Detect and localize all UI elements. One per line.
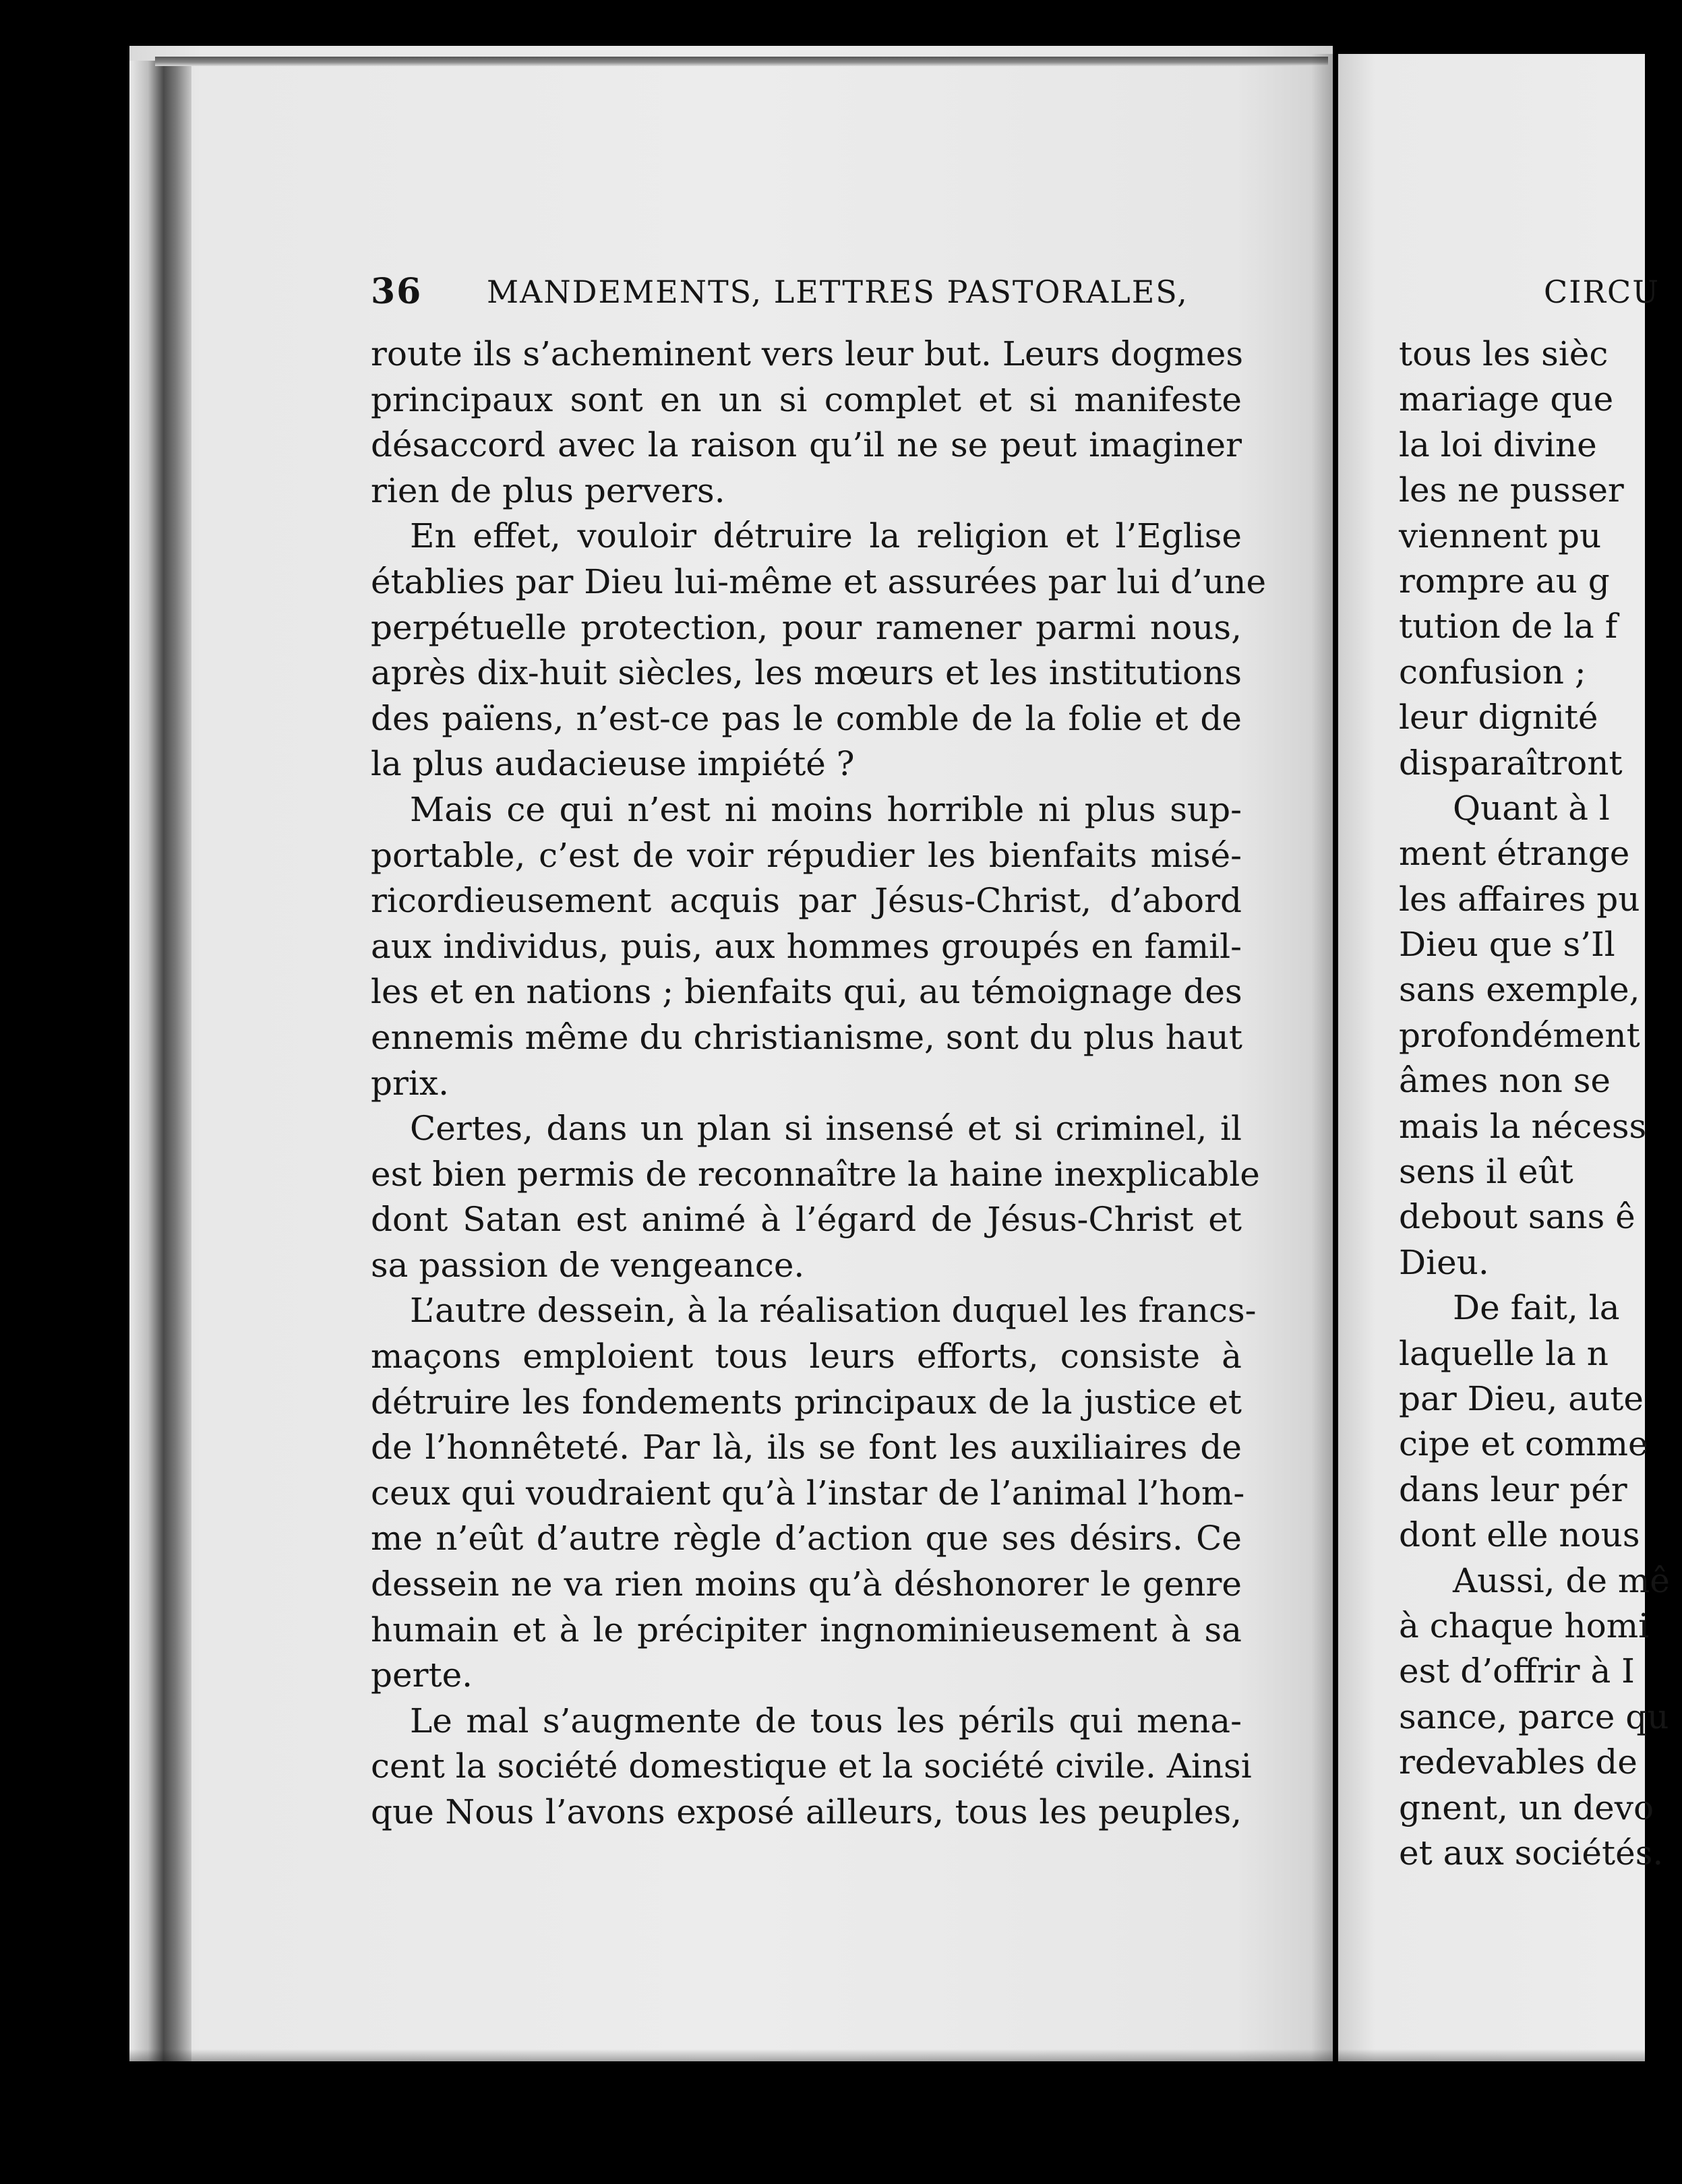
text-line: des païens, n’est-ce pas le comble de la folie et de (371, 698, 1242, 738)
text-line: tution de la f (1399, 607, 1618, 646)
text-line: mais la nécess (1399, 1106, 1647, 1146)
text-line: et aux sociétés. (1399, 1833, 1664, 1873)
text-line: ceux qui voudraient qu’à l’instar de l’animal l’hom- (371, 1473, 1245, 1513)
text-line: leur dignité (1399, 698, 1598, 737)
text-line: sa passion de vengeance. (371, 1245, 805, 1285)
text-line: sens il eût (1399, 1152, 1573, 1192)
left-page-body (371, 332, 1267, 1836)
text-line: dessein ne va rien moins qu’à déshonorer le genre (371, 1565, 1242, 1604)
text-line: prix. (371, 1063, 449, 1103)
text-line: Mais ce qui n’est ni moins horrible ni plus sup- (410, 789, 1242, 829)
text-line: route ils s’acheminent vers leur but. Leurs dogmes (371, 334, 1244, 373)
text-line: cipe et comme (1399, 1424, 1648, 1464)
text-line: dans leur pér (1399, 1469, 1627, 1509)
text-line: les ne pusser (1399, 471, 1624, 510)
left-running-head (371, 268, 1247, 315)
text-line: principaux sont en un si complet et si manifeste (371, 380, 1242, 419)
text-line: est d’offrir à I (1399, 1651, 1635, 1691)
text-line: De fait, la (1453, 1288, 1620, 1328)
bottom-shadow (129, 2049, 1645, 2069)
text-line: confusion ; (1399, 652, 1586, 692)
text-line: disparaîtront (1399, 743, 1623, 783)
text-line: Dieu. (1399, 1242, 1489, 1282)
text-line: à chaque homi (1399, 1606, 1650, 1645)
text-line: aux individus, puis, aux hommes groupés en famil- (371, 926, 1242, 966)
text-line: En effet, vouloir détruire la religion et l’Eglise (410, 516, 1242, 556)
right-running-head: CIRCU (1544, 274, 1660, 310)
text-line: la loi divine (1399, 425, 1597, 464)
text-line: ment étrange (1399, 834, 1630, 874)
text-line: ennemis même du christianisme, sont du plus haut (371, 1017, 1242, 1057)
text-line: humain et à le précipiter ingnominieusement à sa (371, 1610, 1242, 1649)
text-line: Le mal s’augmente de tous les périls qui mena- (410, 1701, 1242, 1740)
text-line: dont elle nous (1399, 1515, 1640, 1555)
text-line: viennent pu (1399, 516, 1602, 555)
text-line: sans exemple, (1399, 970, 1640, 1010)
text-line: cent la société domestique et la société civile. Ainsi (371, 1747, 1252, 1786)
text-line: après dix-huit siècles, les mœurs et les institutions (371, 653, 1242, 693)
text-line: L’autre dessein, à la réalisation duquel les francs- (410, 1291, 1257, 1331)
text-line: rien de plus pervers. (371, 471, 725, 510)
text-line: les et en nations ; bienfaits qui, au témoignage des (371, 972, 1242, 1012)
text-line: de l’honnêteté. Par là, ils se font les auxiliaires de (371, 1428, 1242, 1467)
text-line: détruire les fondements principaux de la justice et (371, 1382, 1242, 1422)
text-line: que Nous l’avons exposé ailleurs, tous les peuples, (371, 1792, 1242, 1831)
text-line: est bien permis de reconnaître la haine inexplicable (371, 1154, 1260, 1194)
text-line: tous les sièc (1399, 334, 1609, 373)
text-line: la plus audacieuse impiété ? (371, 744, 855, 784)
text-line: redevables de (1399, 1742, 1638, 1782)
text-line: âmes non se (1399, 1061, 1611, 1101)
text-line: profondément (1399, 1015, 1640, 1055)
text-line: dont Satan est animé à l’égard de Jésus-Christ et (371, 1200, 1242, 1240)
text-line: maçons emploient tous leurs efforts, consiste à (371, 1337, 1242, 1376)
text-line: établies par Dieu lui-même et assurées par lui d’une (371, 562, 1267, 601)
text-line: portable, c’est de voir répudier les bienfaits misé- (371, 835, 1242, 875)
page-number: 36 (371, 271, 423, 312)
text-line: perpétuelle protection, pour ramener parmi nous, (371, 607, 1242, 647)
text-line: debout sans ê (1399, 1197, 1635, 1237)
text-line: Quant à l (1453, 788, 1610, 828)
running-title: MANDEMENTS, LETTRES PASTORALES, (487, 274, 1189, 310)
text-line: les affaires pu (1399, 879, 1640, 919)
text-line: par Dieu, aute (1399, 1378, 1644, 1418)
spine-shadow (1311, 54, 1338, 2063)
page-top-edge (155, 57, 1328, 66)
text-line: sance, parce qu (1399, 1697, 1669, 1736)
text-line: désaccord avec la raison qu’il ne se peut imaginer (371, 425, 1242, 465)
text-line: laquelle la n (1399, 1333, 1609, 1373)
text-line: perte. (371, 1656, 473, 1695)
text-line: Certes, dans un plan si insensé et si criminel, il (410, 1109, 1242, 1149)
right-page-body (1399, 332, 1682, 1876)
text-line: mariage que (1399, 380, 1614, 419)
text-line: Aussi, de mê (1453, 1560, 1670, 1600)
text-line: me n’eût d’autre règle d’action que ses désirs. Ce (371, 1519, 1242, 1558)
text-line: Dieu que s’Il (1399, 925, 1615, 965)
text-line: ricordieusement acquis par Jésus-Christ, d’abord (371, 881, 1242, 921)
text-line: rompre au g (1399, 561, 1610, 601)
right-page-clip (1338, 0, 1670, 2184)
text-line: gnent, un devo (1399, 1788, 1654, 1827)
page-edge-stack (129, 61, 191, 2061)
